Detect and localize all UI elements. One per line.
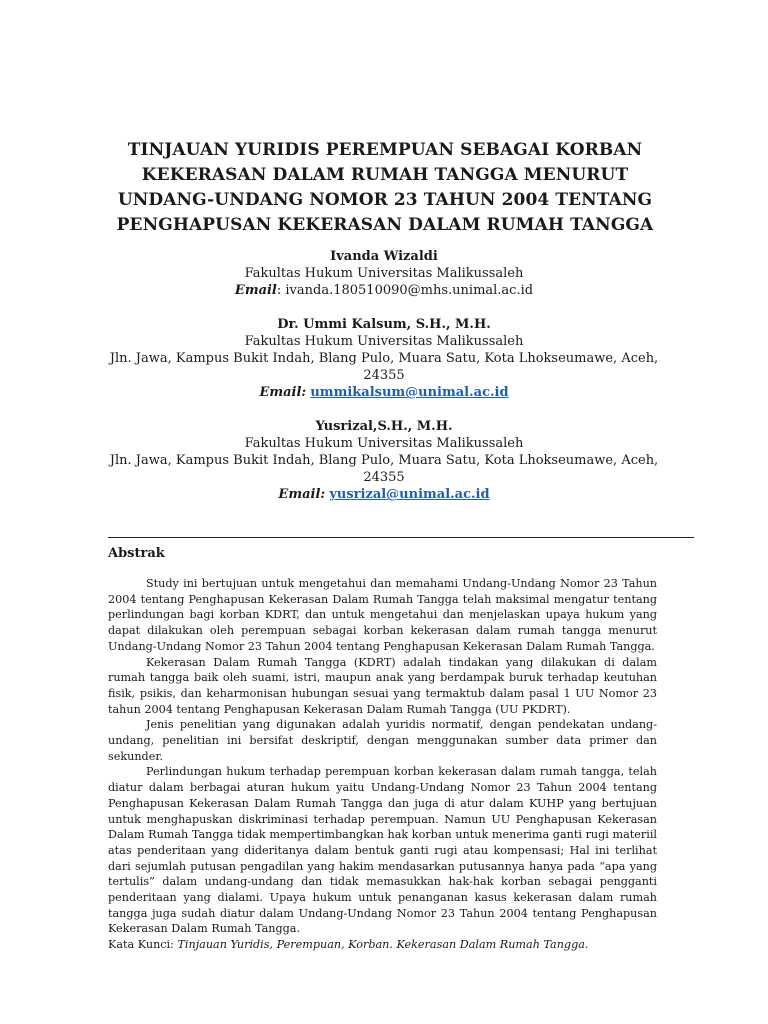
keywords-line (108, 937, 657, 953)
abstract-paragraph: Jenis penelitian yang digunakan adalah yuridis normatif, dengan pendekatan undang-undang, penelitian ini bersifat deskriptif, dengan menggunakan sumber data primer dan sekunder. (108, 718, 657, 763)
keywords-label: Kata Kunci: (108, 938, 178, 952)
author-postcode: 24355 (363, 470, 405, 485)
author-address: Jln. Jawa, Kampus Bukit Indah, Blang Pulo, Muara Satu, Kota Lhokseumawe, Aceh, (109, 351, 659, 366)
author-email: ivanda.180510090@mhs.unimal.ac.id (285, 283, 534, 298)
author-name: Dr. Ummi Kalsum, S.H., M.H. (277, 317, 491, 332)
author-affiliation: Fakultas Hukum Universitas Malikussaleh (244, 266, 524, 281)
author-block (60, 248, 708, 520)
author-name: Yusrizal,S.H., M.H. (315, 419, 453, 434)
paper-title (100, 138, 670, 238)
author-email-line (60, 486, 708, 503)
email-label: Email: (259, 385, 307, 400)
keywords-value: Tinjauan Yuridis, Perempuan, Korban. Kekerasan Dalam Rumah Tangga. (177, 938, 589, 952)
abstract-paragraph: Kekerasan Dalam Rumah Tangga (KDRT) adalah tindakan yang dilakukan di dalam rumah tangga baik oleh suami, istri, maupun anak yang berdampak buruk terhadap keutuhan fisik, psikis, dan keharmonisan hubungan sesuai yang termaktub dalam pasal 1 UU Nomor 23 tahun 2004 tentang Penghapusan Kekerasan Dalam Rumah Tangga (UU PKDRT). (108, 655, 657, 716)
abstract-paragraph: Perlindungan hukum terhadap perempuan korban kekerasan dalam rumah tangga, telah diatur dalam berbagai aturan hukum yaitu Undang-Undang Nomor 23 Tahun 2004 tentang Penghapusan Kekerasan Dalam Rumah Tangga dan juga di atur dalam KUHP yang bertujuan untuk menghapuskan diskriminasi terhadap perempuan. Namun UU Penghapusan Kekerasan Dalam Rumah Tangga tidak mempertimbangkan hak korban untuk menerima ganti rugi materiil atas penderitaan yang dideritanya dalam bentuk ganti rugi atau kompensasi; Hal ini terlihat dari sejumlah putusan pengadilan yang hakim mendasarkan putusannya hanya pada “apa yang tertulis” dalam undang-undang dan tidak memasukkan hak-hak korban sebagai pengganti penderitaan yang dialami. Upaya hukum untuk penanganan kasus kekerasan dalam rumah tangga juga sudah diatur dalam Undang-Undang Nomor 23 Tahun 2004 tentang Penghapusan Kekerasan Dalam Rumah Tangga. (108, 765, 657, 936)
title-line: UNDANG-UNDANG NOMOR 23 TAHUN 2004 TENTANG (117, 190, 653, 210)
author-affiliation: Fakultas Hukum Universitas Malikussaleh (244, 334, 524, 349)
title-line: PENGHAPUSAN KEKERASAN DALAM RUMAH TANGGA (116, 215, 654, 235)
author-2 (60, 316, 708, 401)
title-line: TINJAUAN YURIDIS PEREMPUAN SEBAGAI KORBAN (127, 140, 643, 160)
email-label: Email: (278, 487, 326, 502)
author-email-link[interactable]: yusrizal@unimal.ac.id (329, 487, 490, 502)
author-3 (60, 418, 708, 503)
section-divider (108, 537, 694, 538)
author-1 (60, 248, 708, 299)
author-address: Jln. Jawa, Kampus Bukit Indah, Blang Pulo, Muara Satu, Kota Lhokseumawe, Aceh, (109, 453, 659, 468)
author-email-line (60, 384, 708, 401)
email-separator: : (276, 283, 286, 298)
abstract-heading: Abstrak (108, 546, 165, 561)
author-email-link[interactable]: ummikalsum@unimal.ac.id (310, 385, 509, 400)
author-name: Ivanda Wizaldi (330, 249, 438, 264)
abstract-body (108, 576, 657, 953)
email-label: Email (234, 283, 277, 298)
author-postcode: 24355 (363, 368, 405, 383)
title-line: KEKERASAN DALAM RUMAH TANGGA MENURUT (141, 165, 629, 185)
author-affiliation: Fakultas Hukum Universitas Malikussaleh (244, 436, 524, 451)
author-email-line (60, 282, 708, 299)
abstract-paragraph: Study ini bertujuan untuk mengetahui dan memahami Undang-Undang Nomor 23 Tahun 2004 tentang Penghapusan Kekerasan Dalam Rumah Tangga telah maksimal mengatur tentang perlindungan bagi korban KDRT, dan untuk mengetahui dan menjelaskan upaya hukum yang dapat dilakukan oleh perempuan sebagai korban kekerasan dalam rumah tangga menurut Undang-Undang Nomor 23 Tahun 2004 tentang Penghapusan Kekerasan Dalam Rumah Tangga. (108, 577, 657, 653)
